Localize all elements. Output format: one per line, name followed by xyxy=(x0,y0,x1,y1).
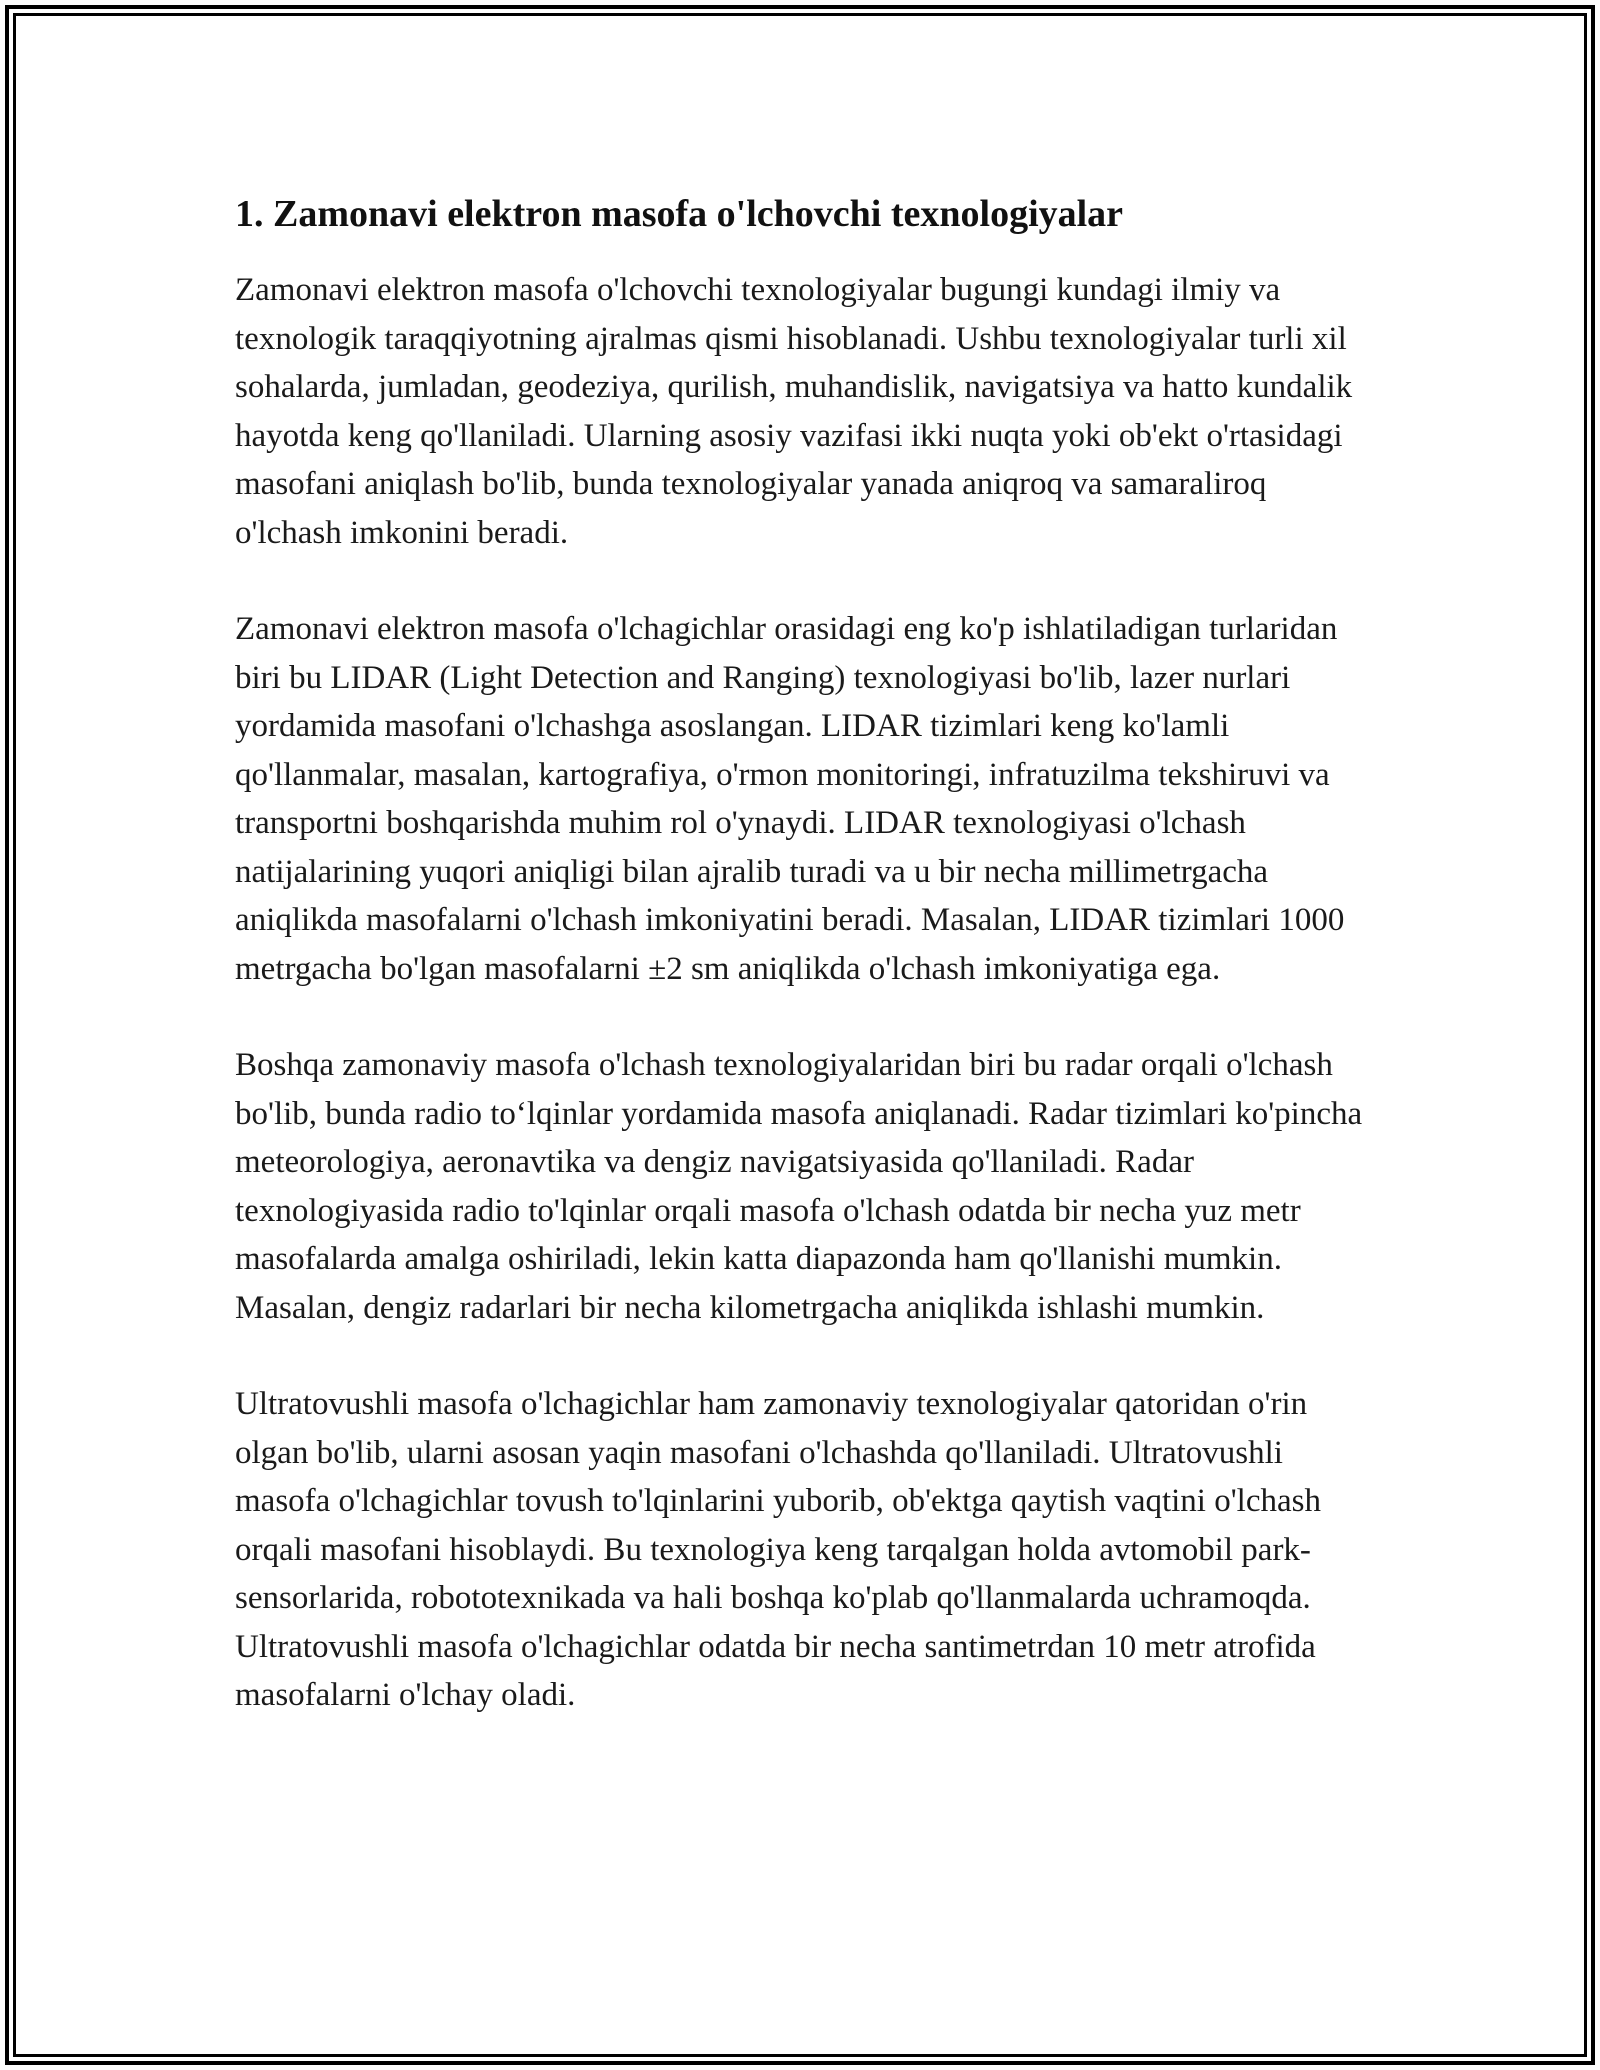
paragraph-radar: Boshqa zamonaviy masofa o'lchash texnologiyalaridan biri bu radar orqali o'lchash bo'lib, bunda radio to‘lqinlar yordamida masofa aniqlanadi. Radar tizimlari ko'pincha meteorologiya, aeronavtika va dengiz navigatsiyasida qo'llaniladi. Radar texnologiyasida radio to'lqinlar orqali masofa o'lchash odatda bir necha yuz metr masofalarda amalga oshiriladi, lekin katta diapazonda ham qo'llanishi mumkin. Masalan, dengiz radarlari bir necha kilometrgacha aniqlikda ishlashi mumkin. xyxy=(235,1047,1363,1326)
paragraph-ultrasonic: Ultratovushli masofa o'lchagichlar ham zamonaviy texnologiyalar qatoridan o'rin olgan bo'lib, ularni asosan yaqin masofani o'lchashda qo'llaniladi. Ultratovushli masofa o'lchagichlar tovush to'lqinlarini yuborib, ob'ektga qaytish vaqtini o'lchash orqali masofani hisoblaydi. Bu texnologiya keng tarqalgan holda avtomobil park-sensorlarida, robototexnikada va hali boshqa ko'plab qo'llanmalarda uchramoqda. Ultratovushli masofa o'lchagichlar odatda bir necha santimetrdan 10 metr atrofida masofalarni o'lchay oladi. xyxy=(235,1386,1321,1713)
section-heading: 1. Zamonavi elektron masofa o'lchovchi texnologiyalar xyxy=(235,193,1124,235)
paragraph-lidar: Zamonavi elektron masofa o'lchagichlar orasidagi eng ko'p ishlatiladigan turlaridan biri bu LIDAR (Light Detection and Ranging) texnologiyasi bo'lib, lazer nurlari yordamida masofani o'lchashga asoslangan. LIDAR tizimlari keng ko'lamli qo'llanmalar, masalan, kartografiya, o'rmon monitoringi, infratuzilma tekshiruvi va transportni boshqarishda muhim rol o'ynaydi. LIDAR texnologiyasi o'lchash natijalarining yuqori aniqligi bilan ajralib turadi va u bir necha millimetrgacha aniqlikda masofalarni o'lchash imkoniyatini beradi. Masalan, LIDAR tizimlari 1000 metrgacha bo'lgan masofalarni ±2 sm aniqlikda o'lchash imkoniyatiga ega. xyxy=(235,611,1345,987)
paragraph-intro: Zamonavi elektron masofa o'lchovchi texnologiyalar bugungi kundagi ilmiy va texnologik taraqqiyotning ajralmas qismi hisoblanadi. Ushbu texnologiyalar turli xil sohalarda, jumladan, geodeziya, qurilish, muhandislik, navigatsiya va hatto kundalik hayotda keng qo'llaniladi. Ularning asosiy vazifasi ikki nuqta yoki ob'ekt o'rtasidagi masofani aniqlash bo'lib, bunda texnologiyalar yanada aniqroq va samaraliroq o'lchash imkonini beradi. xyxy=(235,272,1353,551)
document-body xyxy=(235,190,1365,1768)
